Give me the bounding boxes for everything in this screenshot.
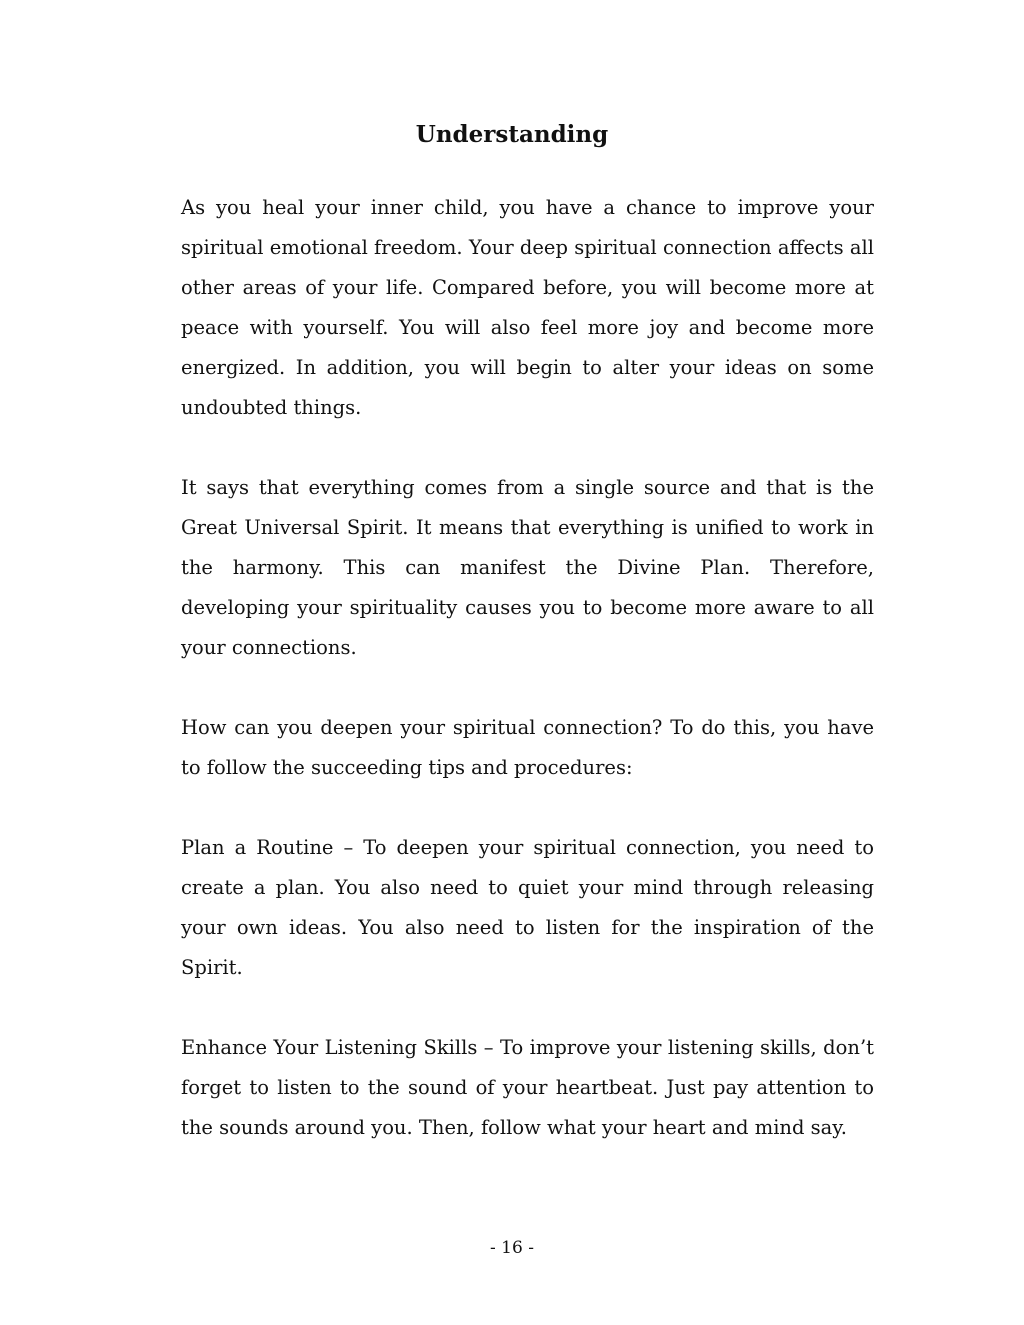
page-title: Understanding: [415, 121, 609, 148]
paragraph-1: As you heal your inner child, you have a chance to improve your spiritual emotional freedom. Your deep spiritual connection affects all other areas of your life. Compared before, you will become more at peace with yourself. You will also feel more joy and become more energized. In addition, you will begin to alter your ideas on some undoubted things.: [181, 196, 874, 419]
body-text: [181, 188, 874, 1148]
page-number: - 16 -: [490, 1238, 534, 1258]
paragraph-2: It says that everything comes from a single source and that is the Great Universal Spirit. It means that everything is unified to work in the harmony. This can manifest the Divine Plan. Therefore, developing your spirituality causes you to become more aware to all your connections.: [181, 476, 874, 659]
paragraph-4: Plan a Routine – To deepen your spiritual connection, you need to create a plan. You also need to quiet your mind through releasing your own ideas. You also need to listen for the inspiration of the Spirit.: [181, 836, 874, 979]
paragraph-3: How can you deepen your spiritual connection? To do this, you have to follow the succeeding tips and procedures:: [181, 716, 874, 779]
paragraph-5: Enhance Your Listening Skills – To improve your listening skills, don’t forget to listen to the sound of your heartbeat. Just pay attention to the sounds around you. Then, follow what your heart and mind say.: [181, 1036, 874, 1139]
